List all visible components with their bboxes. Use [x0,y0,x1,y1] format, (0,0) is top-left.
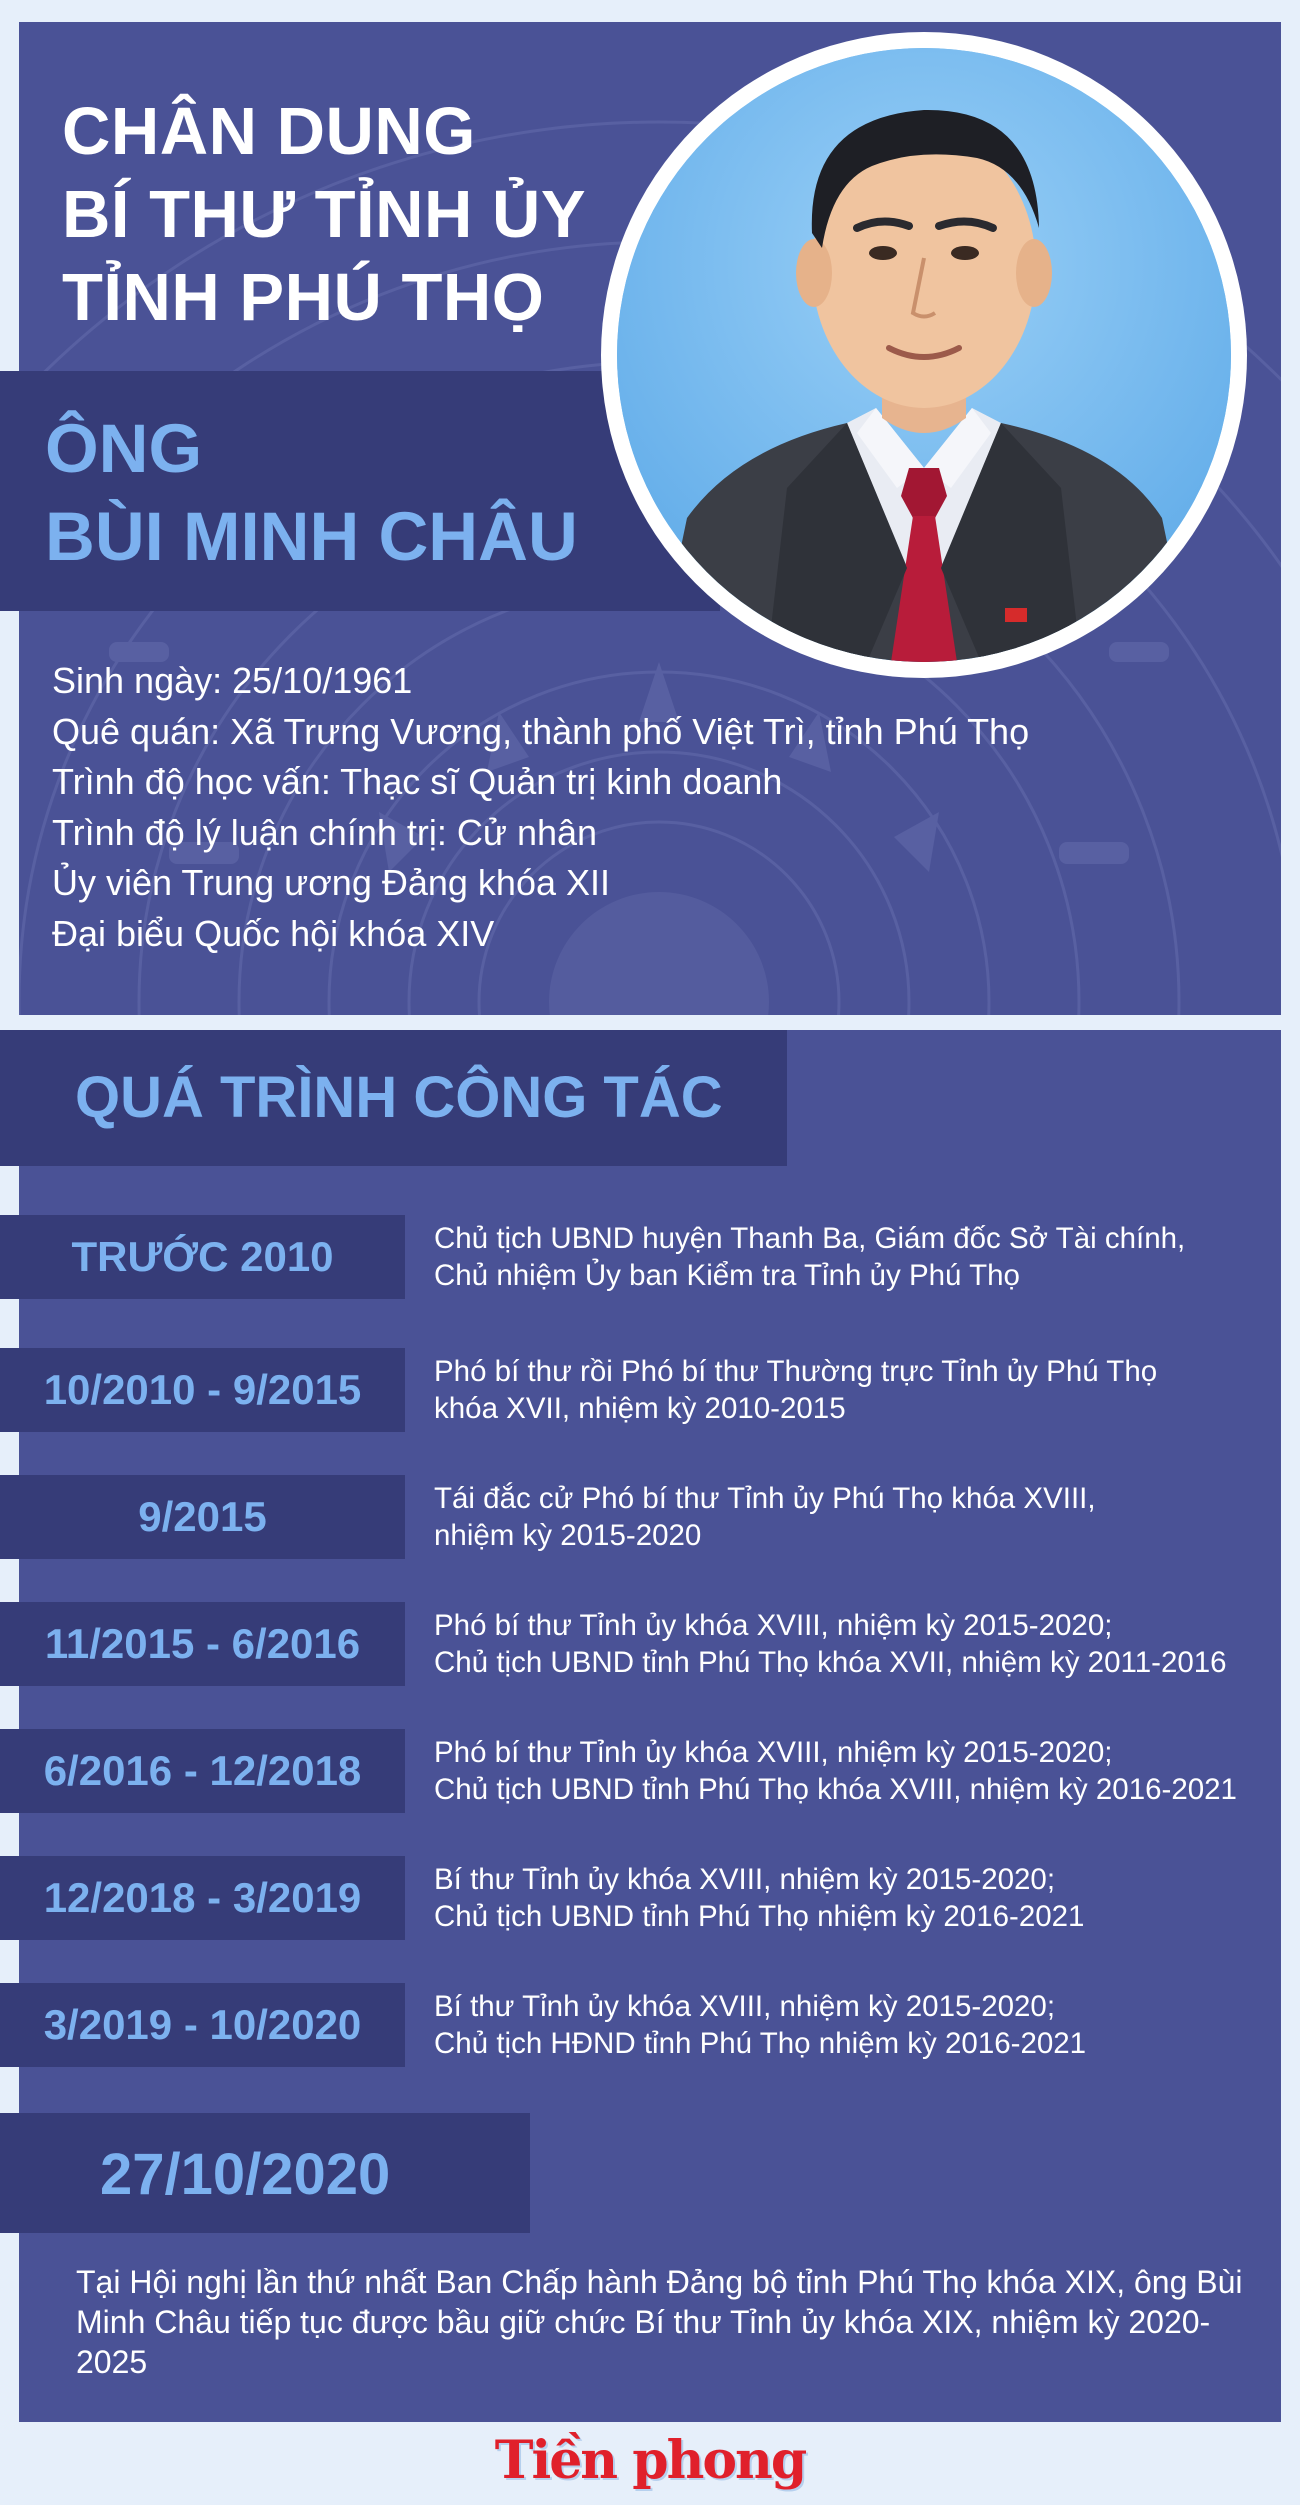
timeline-description [434,1215,1279,1299]
final-date: 27/10/2020 [100,2142,391,2207]
portrait-photo [617,48,1231,662]
profile-national-assembly: Đại biểu Quốc hội khóa XIV [52,912,495,954]
timeline-line: Chủ tịch UBND tỉnh Phú Thọ khóa XVII, nhiệm kỳ 2011-2016 [434,1646,1227,1679]
timeline-line: Phó bí thư Tỉnh ủy khóa XVIII, nhiệm kỳ 2015-2020; [434,1609,1113,1642]
logo-text: Tiền phong [494,2429,806,2491]
timeline-line: Chủ tịch UBND huyện Thanh Ba, Giám đốc Sở Tài chính, [434,1222,1186,1255]
timeline-row [0,1856,1300,1940]
tienphong-logo [0,2430,1300,2490]
timeline-date: 9/2015 [138,1493,267,1540]
timeline-row [0,1729,1300,1813]
profile-info-list [52,656,1029,959]
name-line: BÙI MINH CHÂU [45,498,578,575]
timeline-date: 6/2016 - 12/2018 [43,1747,362,1794]
timeline-description [434,1475,1279,1559]
timeline-line: Chủ tịch HĐND tỉnh Phú Thọ nhiệm kỳ 2016-2021 [434,2027,1087,2060]
timeline-date: 10/2010 - 9/2015 [43,1366,362,1413]
timeline-row [0,1602,1300,1686]
final-description: Tại Hội nghị lần thứ nhất Ban Chấp hành Đảng bộ tỉnh Phú Thọ khóa XIX, ông Bùi Minh Châu tiếp tục được bầu giữ chức Bí thư Tỉnh ủy khóa XIX, nhiệm kỳ 2020-2025 [76,2264,1243,2380]
timeline-line: nhiệm kỳ 2015-2020 [434,1519,702,1552]
profile-central-committee: Ủy viên Trung ương Đảng khóa XII [52,862,610,903]
title-line: CHÂN DUNG [62,94,476,169]
timeline-date: 12/2018 - 3/2019 [43,1874,362,1921]
timeline-line: Tái đắc cử Phó bí thư Tỉnh ủy Phú Thọ khóa XVIII, [434,1482,1096,1515]
timeline-line: khóa XVII, nhiệm kỳ 2010-2015 [434,1392,846,1425]
timeline-description [434,1729,1279,1813]
timeline-line: Chủ tịch UBND tỉnh Phú Thọ khóa XVIII, nhiệm kỳ 2016-2021 [434,1773,1237,1806]
timeline-line: Phó bí thư Tỉnh ủy khóa XVIII, nhiệm kỳ 2015-2020; [434,1736,1113,1769]
profile-education: Trình độ học vấn: Thạc sĩ Quản trị kinh doanh [52,761,783,802]
timeline-description [434,1602,1279,1686]
timeline-description [434,1983,1279,2067]
timeline-line: Phó bí thư rồi Phó bí thư Thường trực Tỉnh ủy Phú Thọ [434,1355,1158,1388]
timeline-date: TRƯỚC 2010 [71,1233,334,1280]
timeline-description [434,1348,1279,1432]
timeline-line: Chủ tịch UBND tỉnh Phú Thọ nhiệm kỳ 2016-2021 [434,1900,1085,1933]
timeline-description [434,1856,1279,1940]
timeline-row [0,1215,1300,1299]
profile-birthdate: Sinh ngày: 25/10/1961 [52,660,413,701]
title-line: BÍ THƯ TỈNH ỦY [62,177,587,252]
timeline-row [0,1475,1300,1559]
timeline-line: Chủ nhiệm Ủy ban Kiểm tra Tỉnh ủy Phú Thọ [434,1259,1020,1292]
title-line: TỈNH PHÚ THỌ [62,260,545,335]
timeline-date: 3/2019 - 10/2020 [43,2001,362,2048]
profile-hometown: Quê quán: Xã Trưng Vương, thành phố Việt Trì, tỉnh Phú Thọ [52,710,1030,752]
timeline-date: 11/2015 - 6/2016 [44,1620,361,1667]
timeline-line: Bí thư Tỉnh ủy khóa XVIII, nhiệm kỳ 2015-2020; [434,1863,1056,1896]
career-title: QUÁ TRÌNH CÔNG TÁC [75,1065,723,1130]
main-title [62,90,586,339]
name-line: ÔNG [45,410,203,487]
timeline-row [0,1983,1300,2067]
timeline-line: Bí thư Tỉnh ủy khóa XVIII, nhiệm kỳ 2015-2020; [434,1990,1056,2023]
person-name [45,405,578,581]
timeline-row [0,1348,1300,1432]
profile-political-theory: Trình độ lý luận chính trị: Cử nhân [52,811,598,853]
